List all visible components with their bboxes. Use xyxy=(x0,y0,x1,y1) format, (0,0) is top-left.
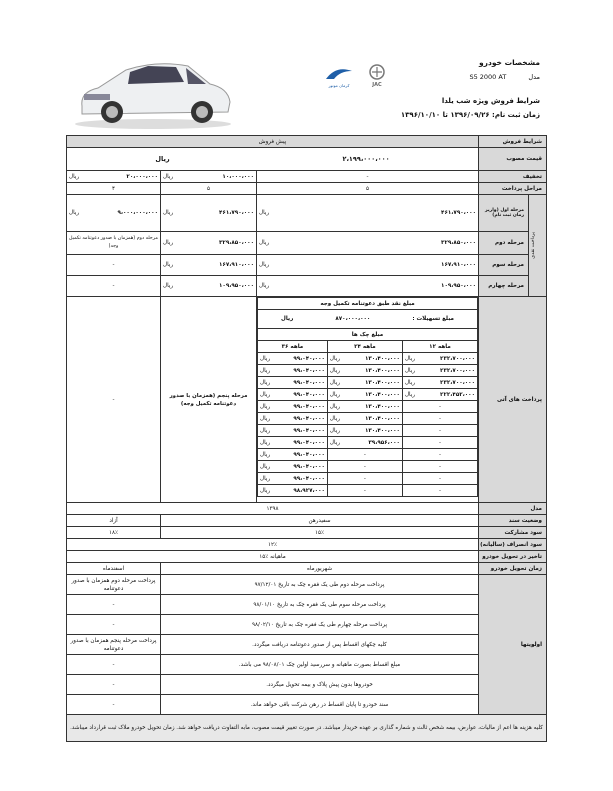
priority-row: پرداخت مرحله دوم همزمان با صدور دعوتنامه پرداخت مرحله دوم طی یک فقره چک به تاریخ ۹۷/۱۲/۰۱ اولویتها xyxy=(67,575,547,595)
check-row: ریال ۹۹،۰۴۰،۰۰۰ ریال ۱۳۰،۴۰۰،۰۰۰ ریال ۲۲۲،۴۵۲،۰۰۰ xyxy=(258,389,478,401)
priority-row: - خودروها بدون پیش پلاک و بیمه تحویل میگردد. xyxy=(67,675,547,695)
brand-logos xyxy=(324,64,390,88)
check-row: ریال ۹۹،۰۴۰،۰۰۰ ریال ۳۹،۹۵۶،۰۰۰ - xyxy=(258,437,478,449)
priority-row: - سند خودرو تا پایان اقساط در رهن شرکت باقی خواهد ماند. xyxy=(67,695,547,715)
check-row: ریال ۹۹،۰۴۰،۰۰۰ ریال ۱۳۰،۴۰۰،۰۰۰ - xyxy=(258,425,478,437)
priority-row: پرداخت مرحله پنجم همزمان با صدور دعوتنامه کلیه چکهای اقساط پس از صدور دعوتنامه دریافت میگردد. xyxy=(67,635,547,655)
check-row: ریال ۹۹،۰۴۰،۰۰۰ ریال ۱۳۰،۴۰۰،۰۰۰ ریال ۲۳۲،۷۰۰،۰۰۰ xyxy=(258,365,478,377)
sale-table: پیش فروش شرایط فروش ریال ۲،۱۹۹،۰۰۰،۰۰۰ قیمت مصوب ریال ۲۰،۰۰۰،۰۰۰ ریال ۱۰،۰۰۰،۰۰۰ - تخفیف ۴ ۵ ۵ مراحل پرداخت ریال ۹،۰۰۰،۰۰۰،۰۰۰ ریال ۴۶۱،۷۹۰،۰۰۰ ریال ۴۶۱،۷۹۰،۰۰۰ مرحله اول (واریز زمان ثبت نام) پرداخت نقدی مرحله دوم (همزمان با صدور دعوتنامه تکمیل وجه) ریال ۳۲۹،۸۵۰،۰۰۰ ریال ۳۲۹،۸۵۰،۰۰۰ مرحله دوم - ریال ۱۶۷،۹۱۰،۰۰۰ ریال ۱۶۷،۹۱۰،۰۰۰ مرحله سوم - ریال ۱۰۹،۹۵۰،۰۰۰ ریال ۱۰۹،۹۵۰،۰۰۰ مرحله چهارم - مرحله پنجم (همزمان با صدور دعوتنامه تکمیل وجه) مبلغ نقد طبق دعوتنامه تکمیل وجه ریال ۸۷۰،۰۰۰،۰۰۰ مبلغ تسهیلات : مبلغ چک ها ۳۶ ماهه ۲۴ ماهه ۱۲ ماهه ریال ۹۹،۰۴۰،۰۰۰ ریال ۱۳۰،۴۰۰،۰۰۰ ریال ۲۳۲،۷۰۰،۰۰۰ ریال ۹۹،۰۴۰،۰۰۰ ریال ۱۳۰،۴۰۰،۰۰۰ ریال ۲۳۲،۷۰۰،۰۰۰ ریال ۹۹،۰۴۰،۰۰۰ ریال ۱۳۰،۴۰۰،۰۰۰ ریال ۲۳۲،۷۰۰،۰۰۰ ریال ۹۹،۰۴۰،۰۰۰ ریال ۱۳۰،۴۰۰،۰۰۰ ریال ۲۲۲،۴۵۲،۰۰۰ ریال ۹۹،۰۴۰،۰۰۰ ریال ۱۳۰،۴۰۰،۰۰۰ - ریال ۹۹،۰۴۰،۰۰۰ ریال ۱۳۰،۴۰۰،۰۰۰ - ریال ۹۹،۰۴۰،۰۰۰ ریال ۱۳۰،۴۰۰،۰۰۰ - ریال ۹۹،۰۴۰،۰۰۰ ریال ۳۹،۹۵۶،۰۰۰ - ریال ۹۹،۰۴۰،۰۰۰ - - ریال ۹۹،۰۴۰،۰۰۰ - - ریال ۹۹،۰۴۰،۰۰۰ - - ریال ۹۸،۹۲۷،۰۰۰ - - پرداخت های آتی ۱۳۹۸ مدل آزاد سفیدرهن وضعیت سند ۱۸٪ ۱۵٪ سود مشارکت ۱۲٪ سود انصراف (سالیانه) ۱۵٪ ماهیانه تاخیر در تحویل خودرو اسفندماه شهریورماه زمان تحویل خودرو پرداخت مرحله دوم همزمان با صدور دعوتنامه پرداخت مرحله دوم طی یک فقره چک به تاریخ ۹۷/۱۲/۰۱ اولویتها - پرداخت مرحله سوم طی یک فقره چک به تاریخ ۹۸/۰۱/۱۰ - پرداخت مرحله چهارم طی یک فقره چک به تاریخ ۹۸/۰۲/۱۰ پرداخت مرحله پنجم همزمان با صدور دعوتنامه کلیه چکهای اقساط پس از صدور دعوتنامه دریافت میگردد. - مبلغ اقساط بصورت ماهیانه و سررسید اولین چک ۹۸/۰۸/۰۱ می باشد. - خودروها بدون پیش پلاک و بیمه تحویل میگردد. - سند خودرو تا پایان اقساط در رهن شرکت باقی خواهد ماند. کلیه هزینه ها اعم از مالیات، عوارض، بیمه شخص ثالث و شماره گذاری بر عهده خریدار میباشد. در صورت تغییر قیمت مصوب، مابه التفاوت دریافت خواهد شد. زمان تحویل خودرو ملاک ثبت قرارداد میباشد. xyxy=(66,135,547,742)
sale-title: شرایط فروش ویژه شب یلدا xyxy=(441,97,540,105)
presale-header: پیش فروش xyxy=(67,136,479,148)
footer-note: کلیه هزینه ها اعم از مالیات، عوارض، بیمه شخص ثالث و شماره گذاری بر عهده خریدار میباشد. در صورت تغییر قیمت مصوب، مابه التفاوت دریافت خواهد شد. زمان تحویل خودرو ملاک ثبت قرارداد میباشد. xyxy=(67,715,547,742)
check-row: ریال ۹۹،۰۴۰،۰۰۰ - - xyxy=(258,473,478,485)
check-row: ریال ۹۹،۰۴۰،۰۰۰ ریال ۱۳۰،۴۰۰،۰۰۰ - xyxy=(258,401,478,413)
priority-row: - مبلغ اقساط بصورت ماهیانه و سررسید اولین چک ۹۸/۰۸/۰۱ می باشد. xyxy=(67,655,547,675)
check-row: ریال ۹۹،۰۴۰،۰۰۰ - - xyxy=(258,461,478,473)
car-image xyxy=(68,54,238,130)
priority-row: - پرداخت مرحله چهارم طی یک فقره چک به تاریخ ۹۸/۰۲/۱۰ xyxy=(67,615,547,635)
price-cell: ریال ۲،۱۹۹،۰۰۰،۰۰۰ xyxy=(67,148,479,171)
check-row: ریال ۹۹،۰۴۰،۰۰۰ ریال ۱۳۰،۴۰۰،۰۰۰ - xyxy=(258,413,478,425)
jac-logo: JAC xyxy=(364,64,390,88)
priority-row: - پرداخت مرحله سوم طی یک فقره چک به تاریخ ۹۸/۰۱/۱۰ xyxy=(67,595,547,615)
check-row: ریال ۹۸،۹۲۷،۰۰۰ - - xyxy=(258,485,478,497)
kerman-motor-logo: کرمان موتور xyxy=(324,65,354,88)
check-row: ریال ۹۹،۰۴۰،۰۰۰ - - xyxy=(258,449,478,461)
check-row: ریال ۹۹،۰۴۰،۰۰۰ ریال ۱۳۰،۴۰۰،۰۰۰ ریال ۲۳۲،۷۰۰،۰۰۰ xyxy=(258,353,478,365)
header-title: مشخصات خودرو xyxy=(479,58,540,67)
installments-cell xyxy=(257,297,479,503)
registration-date: زمان ثبت نام: ۱۳۹۶/۰۹/۲۶ تا ۱۳۹۶/۱۰/۱۰ xyxy=(400,111,540,119)
header-info xyxy=(401,58,540,119)
check-row: ریال ۹۹،۰۴۰،۰۰۰ ریال ۱۳۰،۴۰۰،۰۰۰ ریال ۲۳۲،۷۰۰،۰۰۰ xyxy=(258,377,478,389)
installments-table: مبلغ نقد طبق دعوتنامه تکمیل وجه ریال ۸۷۰،۰۰۰،۰۰۰ مبلغ تسهیلات : مبلغ چک ها ۳۶ ماهه ۲۴ ماهه ۱۲ ماهه ریال ۹۹،۰۴۰،۰۰۰ ریال ۱۳۰،۴۰۰،۰۰۰ ریال ۲۳۲،۷۰۰،۰۰۰ ریال ۹۹،۰۴۰،۰۰۰ ریال ۱۳۰،۴۰۰،۰۰۰ ریال ۲۳۲،۷۰۰،۰۰۰ ریال ۹۹،۰۴۰،۰۰۰ ریال ۱۳۰،۴۰۰،۰۰۰ ریال ۲۳۲،۷۰۰،۰۰۰ ریال ۹۹،۰۴۰،۰۰۰ ریال ۱۳۰،۴۰۰،۰۰۰ ریال ۲۲۲،۴۵۲،۰۰۰ ریال ۹۹،۰۴۰،۰۰۰ ریال ۱۳۰،۴۰۰،۰۰۰ - ریال ۹۹،۰۴۰،۰۰۰ ریال ۱۳۰،۴۰۰،۰۰۰ - ریال ۹۹،۰۴۰،۰۰۰ ریال ۱۳۰،۴۰۰،۰۰۰ - ریال ۹۹،۰۴۰،۰۰۰ ریال ۳۹،۹۵۶،۰۰۰ - ریال ۹۹،۰۴۰،۰۰۰ - - ریال ۹۹،۰۴۰،۰۰۰ - - ریال ۹۹،۰۴۰،۰۰۰ - - ریال ۹۸،۹۲۷،۰۰۰ - - xyxy=(257,297,478,497)
model-line: مدل S5 2000 AT xyxy=(469,73,540,81)
